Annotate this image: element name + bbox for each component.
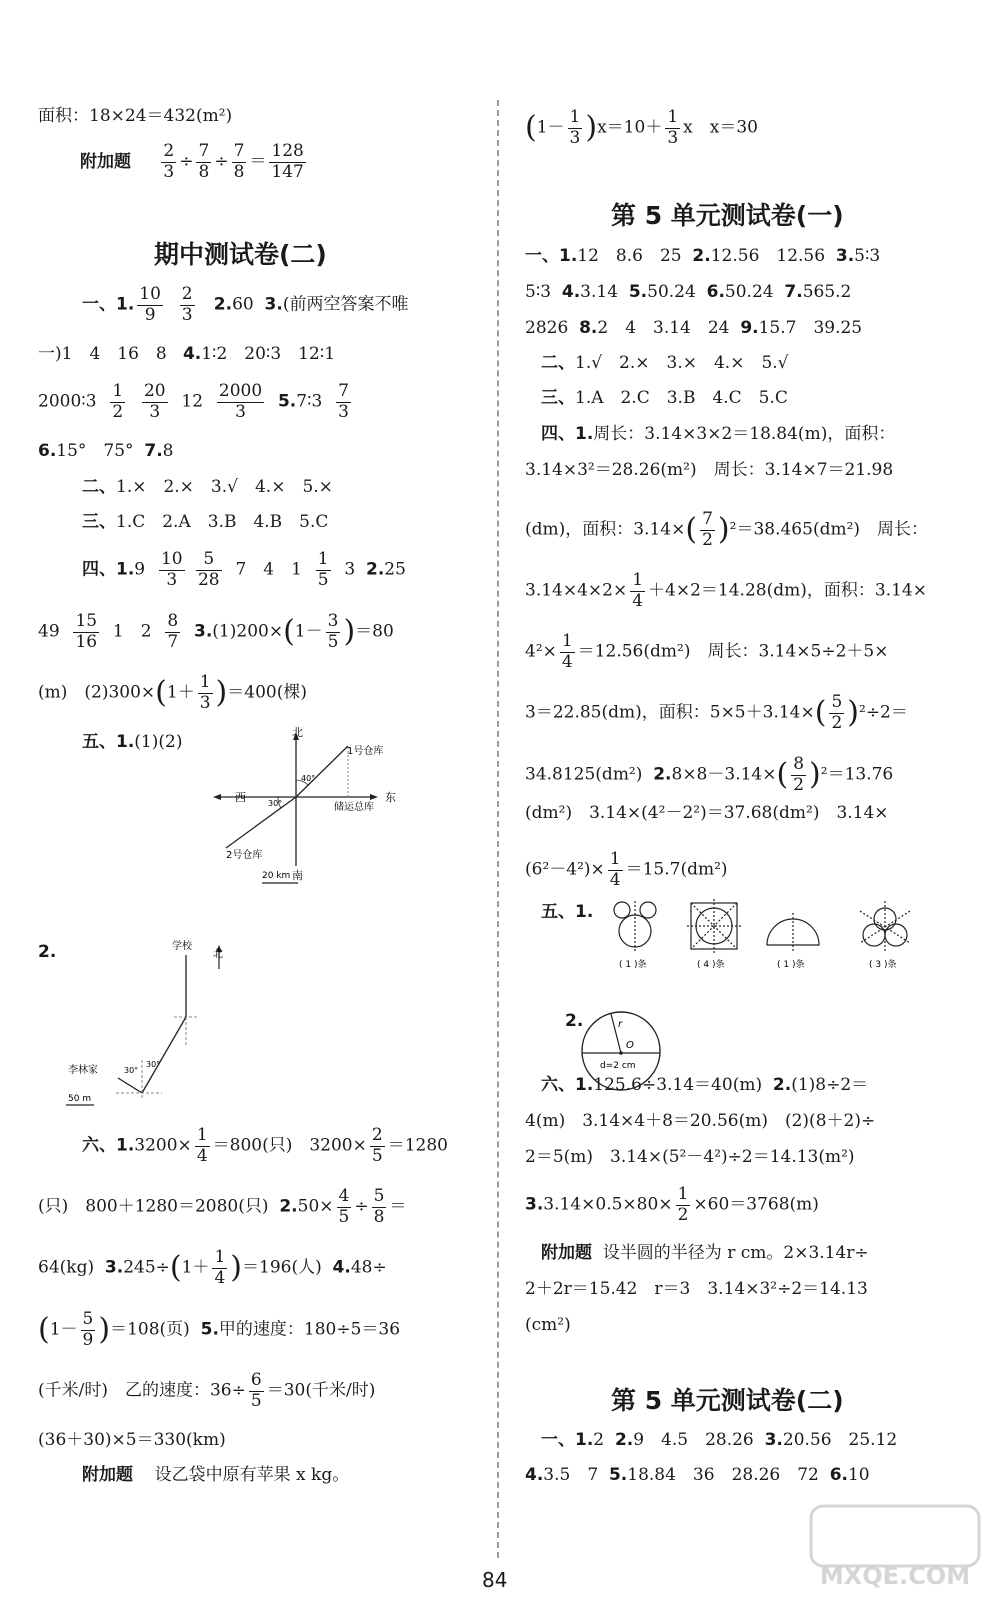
label-west: 西 bbox=[235, 791, 246, 804]
r-q1-line3: 2826 8.2 4 3.14 24 9.15.7 39.25 bbox=[525, 318, 863, 338]
q3-line: 三、1.C 2.A 3.B 4.B 5.C bbox=[82, 512, 329, 532]
svg-text:MXQE.COM: MXQE.COM bbox=[819, 1562, 971, 1590]
label-angle2: 30° bbox=[268, 799, 283, 808]
r-q6-line2: 4(m) 3.14×4＋8＝20.56(m) (2)(8＋2)÷ bbox=[525, 1111, 876, 1131]
radius-label: r bbox=[618, 1019, 623, 1030]
column-divider bbox=[497, 100, 499, 1558]
q2-line: 二、1.× 2.× 3.√ 4.× 5.× bbox=[82, 477, 333, 497]
q4-line1: 四、1.9 $\frac{10}{3}$ $\frac{5}{28}$ 7 4 1 $\frac{1}{5}$ 3 2.25 bbox=[82, 549, 406, 590]
equation-line: (1－ $\frac{1}{3}$ )x＝10＋ $\frac{1}{3}$ x x＝30 bbox=[525, 107, 758, 148]
q6-line5: (千米/时) 乙的速度：36÷ $\frac{6}{5}$ ＝30(千米/时) bbox=[38, 1370, 376, 1411]
r-q4-line4: 3.14×4×2× $\frac{1}{4}$ ＋4×2＝14.28(dm)，面积：3.14× bbox=[525, 570, 927, 611]
r-q4-line8: (dm²) 3.14×(4²－2²)＝37.68(dm²) 3.14× bbox=[525, 803, 889, 823]
label-scale: 50 m bbox=[68, 1094, 92, 1104]
figure-three-circles bbox=[860, 901, 910, 953]
q5-line1: 五、1.(1)(2) bbox=[82, 732, 183, 752]
r-q6-line3: 2＝5(m) 3.14×(5²－4²)÷2＝14.13(m²) bbox=[525, 1147, 855, 1167]
r-bonus-line1: 附加题 设半圆的半径为 r cm。2×3.14r÷ bbox=[541, 1243, 869, 1263]
left-column bbox=[38, 0, 478, 1600]
r-q4-line6: 3＝22.85(dm)，面积：5×5＋3.14×( $\frac{5}{2}$ )²÷2＝ bbox=[525, 692, 908, 733]
direction-map-2 bbox=[46, 935, 266, 1115]
label-depot1: 1号仓库 bbox=[347, 746, 384, 757]
direction-map-1 bbox=[188, 726, 428, 886]
r-q1-line1: 一、1.12 8.6 25 2.12.56 12.56 3.5∶3 bbox=[525, 246, 881, 266]
r-q6-line1: 六、1.125.6÷3.14＝40(m) 2.(1)8÷2＝ bbox=[541, 1075, 869, 1095]
label-angle1: 40° bbox=[301, 774, 316, 783]
r-q4-line1: 四、1.周长：3.14×3×2＝18.84(m)，面积： bbox=[541, 424, 896, 444]
figure-caption: ( 4 )条 bbox=[697, 960, 725, 970]
q1-line2: 一)1 4 16 8 4.1∶2 20∶3 12∶1 bbox=[38, 344, 336, 364]
q1-line3: 2000∶3 $\frac{1}{2}$ $\frac{20}{3}$ 12 $\frac{2000}{3}$ 5.7∶3 $\frac{7}{3}$ bbox=[38, 381, 349, 422]
bonus-question-2: 附加题 设乙袋中原有苹果 x kg。 bbox=[82, 1465, 350, 1485]
t2-q1-line2: 4.3.5 7 5.18.84 36 28.26 72 6.10 bbox=[525, 1465, 870, 1485]
r-q4-line3: (dm)，面积：3.14×( $\frac{7}{2}$ )²＝38.465(dm²) 周长： bbox=[525, 509, 929, 550]
q6-line3: 64(kg) 3.245÷(1＋ $\frac{1}{4}$ )＝196(人) 4.48÷ bbox=[38, 1247, 387, 1288]
r-q4-line5: 4²× $\frac{1}{4}$ ＝12.56(dm²) 周长：3.14×5÷2＋5× bbox=[525, 631, 889, 672]
bonus-label: 附加题 bbox=[80, 151, 131, 172]
label-east: 东 bbox=[385, 791, 396, 804]
label-angle1: 30° bbox=[146, 1060, 161, 1069]
r-q2-line: 二、1.√ 2.× 3.× 4.× 5.√ bbox=[541, 353, 789, 373]
q5-2-label: 2. bbox=[38, 942, 57, 962]
center-point bbox=[619, 1051, 623, 1055]
q4-line2: 49 $\frac{15}{16}$ 1 2 $\frac{8}{7}$ 3.(1)200×(1－ $\frac{3}{5}$ )＝80 bbox=[38, 611, 394, 652]
r-q4-line2: 3.14×3²＝28.26(m²) 周长：3.14×7＝21.98 bbox=[525, 460, 894, 480]
figure-caption: ( 3 )条 bbox=[869, 960, 897, 970]
label-north: 北 bbox=[292, 726, 303, 739]
r-q4-line9: (6²－4²)× $\frac{1}{4}$ ＝15.7(dm²) bbox=[525, 849, 728, 890]
label-north: 北 bbox=[213, 949, 223, 960]
figure-semicircle bbox=[767, 913, 819, 951]
figure-square bbox=[687, 899, 741, 953]
q1-line4: 6.15° 75° 7.8 bbox=[38, 441, 174, 461]
fraction: $\frac{7}{8}$ bbox=[198, 141, 210, 182]
label-depot2: 2号仓库 bbox=[226, 850, 263, 861]
path-to-home bbox=[118, 1078, 142, 1093]
t2-q1-line1: 一、1.2 2.9 4.5 28.26 3.20.56 25.12 bbox=[541, 1430, 898, 1450]
page-number: 84 bbox=[482, 1568, 508, 1592]
route-to-depot1 bbox=[296, 746, 348, 797]
figure-caption: ( 1 )条 bbox=[777, 960, 805, 970]
q6-line6: (36＋30)×5＝330(km) bbox=[38, 1430, 226, 1450]
q6-line4: (1－ $\frac{5}{9}$ )＝108(页) 5.甲的速度：180÷5＝36 bbox=[38, 1309, 401, 1350]
r-bonus-line3: (cm²) bbox=[525, 1315, 571, 1335]
center-label: O bbox=[626, 1040, 634, 1051]
route-to-depot2 bbox=[226, 797, 296, 848]
r-q3-line: 三、1.A 2.C 3.B 4.C 5.C bbox=[541, 388, 788, 408]
r-q6-line4: 3.3.14×0.5×80× $\frac{1}{2}$ ×60＝3768(m) bbox=[525, 1184, 819, 1225]
r-q4-line7: 34.8125(dm²) 2.8×8－3.14×( $\frac{8}{2}$ )²＝13.76 bbox=[525, 754, 894, 795]
label-school: 学校 bbox=[172, 941, 192, 952]
west-arrow-icon bbox=[213, 794, 221, 800]
right-column bbox=[525, 0, 975, 1600]
diameter-label: d=2 cm bbox=[600, 1061, 636, 1071]
watermark-logo bbox=[805, 1500, 985, 1595]
r-bonus-line2: 2＋2r＝15.42 r＝3 3.14×3²÷2＝14.13 bbox=[525, 1279, 868, 1299]
symmetry-figures bbox=[605, 893, 985, 973]
path-diagonal bbox=[142, 1017, 186, 1093]
q1-line1: 一、1. $\frac{10}{9}$ $\frac{2}{3}$ 2.60 3.(前两空答案不唯 bbox=[82, 284, 409, 325]
r-q1-line2: 5∶3 4.3.14 5.50.24 6.50.24 7.565.2 bbox=[525, 282, 852, 302]
section-title-midterm: 期中测试卷(二) bbox=[154, 240, 327, 269]
r-q5-2-label: 2. bbox=[565, 1011, 584, 1031]
area-line: 面积：18×24＝432(m²) bbox=[38, 106, 233, 126]
label-home: 李林家 bbox=[68, 1065, 98, 1076]
q6-line1: 六、1.3200× $\frac{1}{4}$ ＝800(只) 3200× $\frac{2}{5}$ ＝1280 bbox=[82, 1125, 448, 1166]
section-title-unit5-1: 第 5 单元测试卷(一) bbox=[611, 201, 844, 230]
fraction: $\frac{7}{8}$ bbox=[233, 141, 245, 182]
q6-line2: (只) 800＋1280＝2080(只) 2.50× $\frac{4}{5}$ ÷ $\frac{5}{8}$ ＝ bbox=[38, 1186, 407, 1227]
label-angle2: 30° bbox=[124, 1066, 139, 1075]
east-arrow-icon bbox=[370, 794, 378, 800]
bonus-question-1: 附加题 $\frac{2}{3}$ ÷ $\frac{7}{8}$ ÷ $\frac{7}{8}$ ＝ $\frac{128}{147}$ bbox=[80, 141, 304, 182]
figure-mickey bbox=[614, 901, 656, 951]
figure-caption: ( 1 )条 bbox=[619, 960, 647, 970]
fraction: $\frac{128}{147}$ bbox=[271, 141, 304, 182]
fraction: $\frac{2}{3}$ bbox=[163, 141, 175, 182]
r-q5-1-label: 五、1. bbox=[541, 902, 594, 922]
label-hub: 储运总库 bbox=[334, 802, 374, 813]
q4-line3: (m) (2)300×(1＋ $\frac{1}{3}$ )＝400(棵) bbox=[38, 672, 307, 713]
section-title-unit5-2: 第 5 单元测试卷(二) bbox=[611, 1386, 844, 1415]
label-scale: 20 km bbox=[262, 871, 291, 881]
label-south: 南 bbox=[292, 869, 303, 882]
